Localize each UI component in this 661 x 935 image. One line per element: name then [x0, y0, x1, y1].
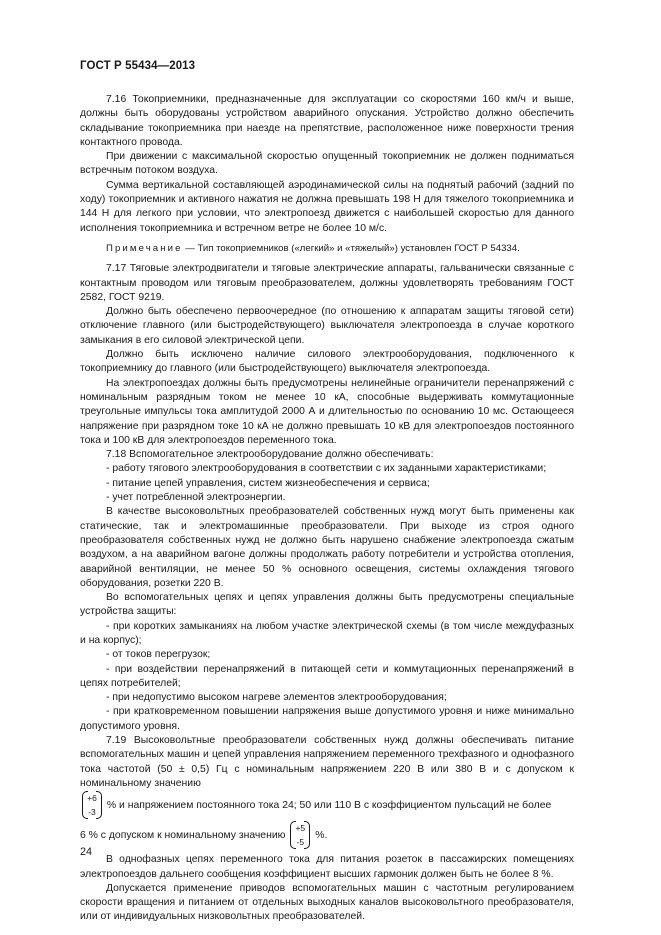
paragraph-7-16-b: При движении с максимальной скоростью опущенный токоприемник не должен подниматься встречным потоком воздуха.	[80, 151, 574, 177]
list-item: - при недопустимо высоком нагреве элементов электрооборудования;	[106, 692, 447, 704]
list-item: - питание цепей управления, систем жизнеобеспечения и сервиса;	[106, 477, 430, 489]
tolerance-line-1	[80, 791, 574, 819]
paragraph-7-19-pre2: 6 % с допуском к номинальному значению	[80, 830, 286, 841]
paragraph-7-17-b: Должно быть обеспечено первоочередное (по отношению к аппаратам защиты тяговой сети) отключение главного (или быстродействующего) выключателя электропоезда в случае короткого замыкания в его силовой электрической цепи.	[80, 306, 574, 346]
list-item: - от токов перегрузок;	[106, 649, 211, 661]
tolerance-line-2	[80, 821, 574, 849]
paragraph-7-19-end: %.	[315, 830, 328, 841]
paragraph-7-19-b: В однофазных цепях переменного тока для питания розеток в пассажирских помещениях электропоездов дальнего сообщения коэффициент высших гармоник должен быть не более 8 %.	[80, 854, 574, 880]
list-item: - учет потребленной электроэнергии.	[106, 492, 286, 504]
note	[80, 242, 574, 256]
standard-code-header: ГОСТ Р 55434—2013	[80, 60, 196, 72]
list-item: - при кратковременном повышении напряжения выше допустимого уровня и ниже минимально допустимого уровня.	[80, 706, 574, 732]
paragraph-7-17-d: На электропоездах должны быть предусмотрены нелинейные ограничители перенапряжений с номинальным разрядным током не менее 10 кА, способные выдерживать коммутационные треугольные импульсы тока амплитудой 2000 А и длительностью по основанию 10 мс. Остающееся напряжение при разрядном токе 10 кА не должно превышать 10 кВ для электропоездов постоянного тока и 100 кВ для электропоездов переменного тока.	[80, 377, 574, 446]
tolerance-plus-6-minus-3	[82, 791, 102, 819]
page-number: 24	[80, 846, 93, 858]
paragraph-7-18-b: В качестве высоковольтных преобразователей собственных нужд могут быть применены как статические, так и электромашинные преобразователи. При выходе из строя одного преобразователя собственных нужд не должно быть нарушено снабжение электропоезда сжатым воздухом, а на аварийном вагоне должны продолжать работу потребители и устройства отопления, аварийной вентиляции, не менее 50 % основного освещения, системы охлаждения тягового оборудования, розетки 220 В.	[80, 506, 574, 589]
note-text: — Тип токоприемников («легкий» и «тяжелый») установлен ГОСТ Р 54334.	[182, 242, 520, 254]
tolerance-plus-5-minus-5	[290, 821, 310, 849]
paragraph-7-19: 7.19 Высоковольтные преобразователи собственных нужд должны обеспечивать питание вспомогательных машин и цепей управления напряжением переменного трехфазного и однофазного тока частотой (50 ± 0,5) Гц с номинальным напряжением 220 В или 380 В и с допуском к номинальному значению	[80, 735, 574, 789]
tolerance-lower: -3	[88, 807, 96, 818]
paragraph-7-16: 7.16 Токоприемники, предназначенные для эксплуатации со скоростями 160 км/ч и выше, должны быть оборудованы устройством аварийного опускания. Устройство должно обеспечить складывание токоприемника при наезде на препятствие, расположенное ниже поверхности трения контактного провода.	[80, 94, 574, 148]
tolerance-lower: -5	[296, 837, 305, 848]
paragraph-7-19-c: Допускается применение приводов вспомогательных машин с частотным регулированием скорости вращения и питанием от отдельных выходных каналов высоковольтного преобразователя, или от индивидуальных низковольтных преобразователей.	[80, 882, 574, 923]
paragraph-7-18-c: Во вспомогательных цепях и цепях управления должны быть предусмотрены специальные устройства защиты:	[80, 592, 574, 618]
list-item: - при коротких замыканиях на любом участке электрической схемы (в том числе междуфазных и на корпус);	[80, 620, 574, 646]
note-label: Примечание	[106, 242, 183, 254]
list-item: - при воздействии перенапряжений в питающей сети и коммутационных перенапряжений в цепях потребителей;	[80, 663, 574, 689]
paragraph-7-17: 7.17 Тяговые электродвигатели и тяговые электрические аппараты, гальванически связанные с контактным проводом или тяговым преобразователем, должны удовлетворять требованиям ГОСТ 2582, ГОСТ 9219.	[80, 263, 574, 303]
paragraph-7-17-c: Должно быть исключено наличие силового электрооборудования, подключенного к токоприемнику до главного (или быстродействующего) выключателя электропоезда.	[80, 349, 574, 375]
paragraph-7-16-c: Сумма вертикальной составляющей аэродинамической силы на поднятый рабочий (задний по ходу) токоприемник и активного нажатия не должна превышать 198 Н для тяжелого токоприемника и 144 Н для легкого при условии, что электропоезд движется с наибольшей скоростью для данного исполнения токоприемника и встречном ветре не более 10 м/с.	[80, 179, 574, 234]
list-item: - работу тягового электрооборудования в соответствии с их заданными характеристиками;	[106, 463, 547, 475]
tolerance-upper: +6	[87, 793, 97, 804]
paragraph-7-18: 7.18 Вспомогательное электрооборудование должно обеспечивать:	[106, 449, 434, 461]
tolerance-upper: +5	[295, 823, 306, 834]
document-body	[80, 93, 574, 925]
paragraph-7-19-mid: % и напряжением постоянного тока 24; 50 или 110 В с коэффициентом пульсаций не более	[106, 800, 552, 811]
